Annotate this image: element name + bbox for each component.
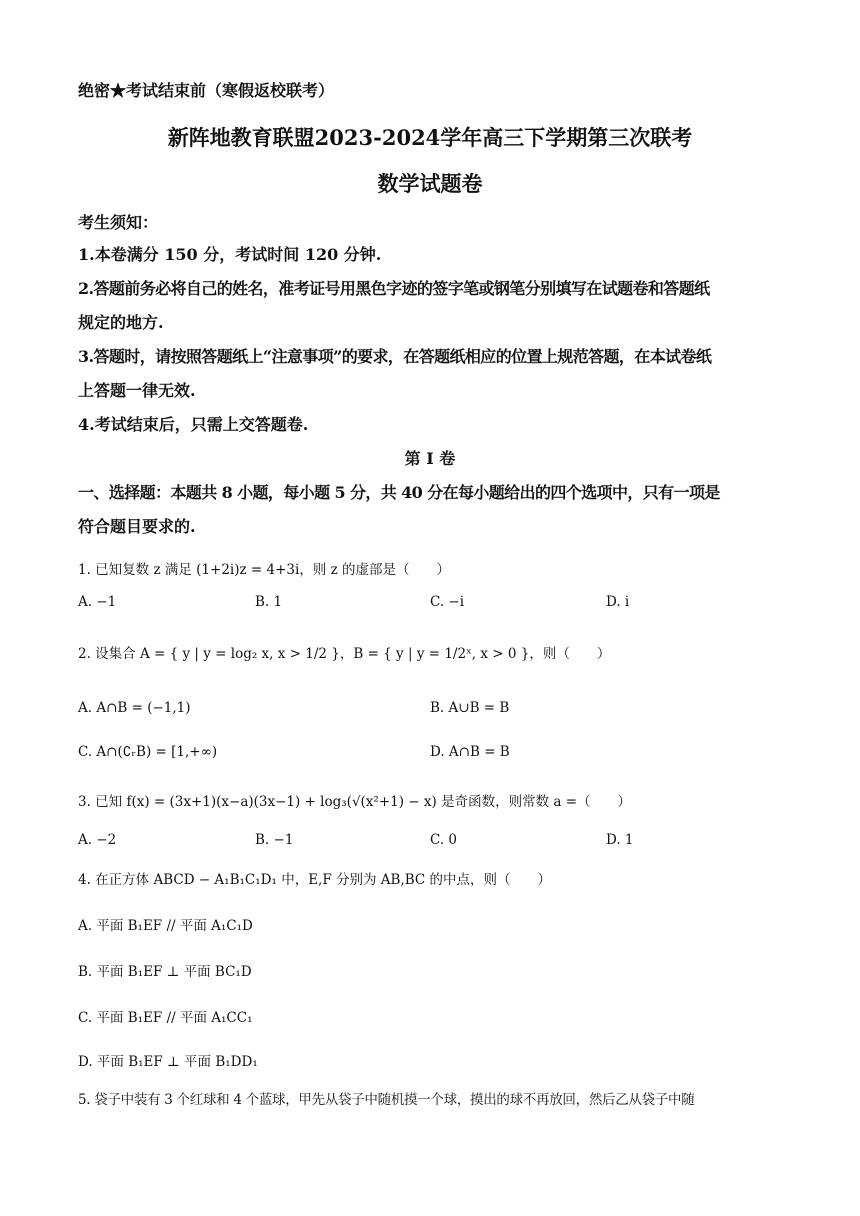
notice-item-1: 1.本卷满分 150 分，考试时间 120 分钟. — [78, 245, 382, 264]
section-heading-cont: 符合题目要求的. — [78, 517, 196, 536]
section-heading: 一、选择题：本题共 8 小题，每小题 5 分，共 40 分在每小题给出的四个选项中，只有一项是 — [78, 483, 720, 502]
question-1-stem: 1. 已知复数 z 满足 (1+2i)z = 4+3i，则 z 的虚部是（ ） — [78, 562, 451, 578]
notice-item-3: 3.答题时，请按照答题纸上“注意事项”的要求，在答题纸相应的位置上规范答题，在本试卷纸 — [78, 347, 712, 366]
question-3-option-b: B. −1 — [255, 832, 294, 848]
question-4-option-c: C. 平面 B₁EF // 平面 A₁CC₁ — [78, 1010, 253, 1026]
question-1-option-b: B. 1 — [255, 594, 283, 610]
question-4-stem: 4. 在正方体 ABCD − A₁B₁C₁D₁ 中，E,F 分别为 AB,BC 的中点，则（ ） — [78, 872, 552, 888]
question-4-option-a: A. 平面 B₁EF // 平面 A₁C₁D — [78, 918, 253, 934]
question-1-option-a: A. −1 — [78, 594, 117, 610]
question-2-option-a: A. A∩B = (−1,1) — [78, 700, 191, 716]
exam-subtitle: 数学试题卷 — [377, 171, 483, 196]
question-1-option-d: D. i — [606, 594, 630, 610]
question-5-stem: 5. 袋子中装有 3 个红球和 4 个蓝球，甲先从袋子中随机摸一个球，摸出的球不再放回，然后乙从袋子中随 — [78, 1092, 695, 1108]
notice-item-3-cont: 上答题一律无效. — [78, 381, 196, 400]
notice-item-4: 4.考试结束后，只需上交答题卷. — [78, 415, 309, 434]
question-3-stem: 3. 已知 f(x) = (3x+1)(x−a)(3x−1) + log₃(√(x²+1) − x) 是奇函数，则常数 a =（ ） — [78, 794, 632, 810]
exam-title: 新阵地教育联盟2023-2024学年高三下学期第三次联考 — [167, 125, 693, 150]
notice-item-2-cont: 规定的地方. — [78, 313, 164, 332]
question-1-option-c: C. −i — [430, 594, 465, 610]
question-3-option-d: D. 1 — [606, 832, 634, 848]
part-title: 第 I 卷 — [404, 449, 456, 468]
question-4-option-d: D. 平面 B₁EF ⊥ 平面 B₁DD₁ — [78, 1054, 258, 1070]
question-2-stem: 2. 设集合 A = { y | y = log₂ x, x > 1/2 }，B = { y | y = 1/2ˣ, x > 0 }，则（ ） — [78, 646, 611, 662]
question-2-option-c: C. A∩(∁ᵣB) = [1,+∞) — [78, 744, 218, 760]
notice-item-2: 2.答题前务必将自己的姓名，准考证号用黑色字迹的签字笔或钢笔分别填写在试题卷和答题纸 — [78, 279, 710, 298]
secret-line: 绝密★考试结束前（寒假返校联考） — [78, 81, 335, 100]
question-4-option-b: B. 平面 B₁EF ⊥ 平面 BC₁D — [78, 964, 252, 980]
question-3-option-a: A. −2 — [78, 832, 117, 848]
notice-heading: 考生须知： — [78, 213, 159, 232]
question-2-option-d: D. A∩B = B — [430, 744, 510, 760]
question-2-option-b: B. A∪B = B — [430, 700, 510, 716]
question-3-option-c: C. 0 — [430, 832, 458, 848]
